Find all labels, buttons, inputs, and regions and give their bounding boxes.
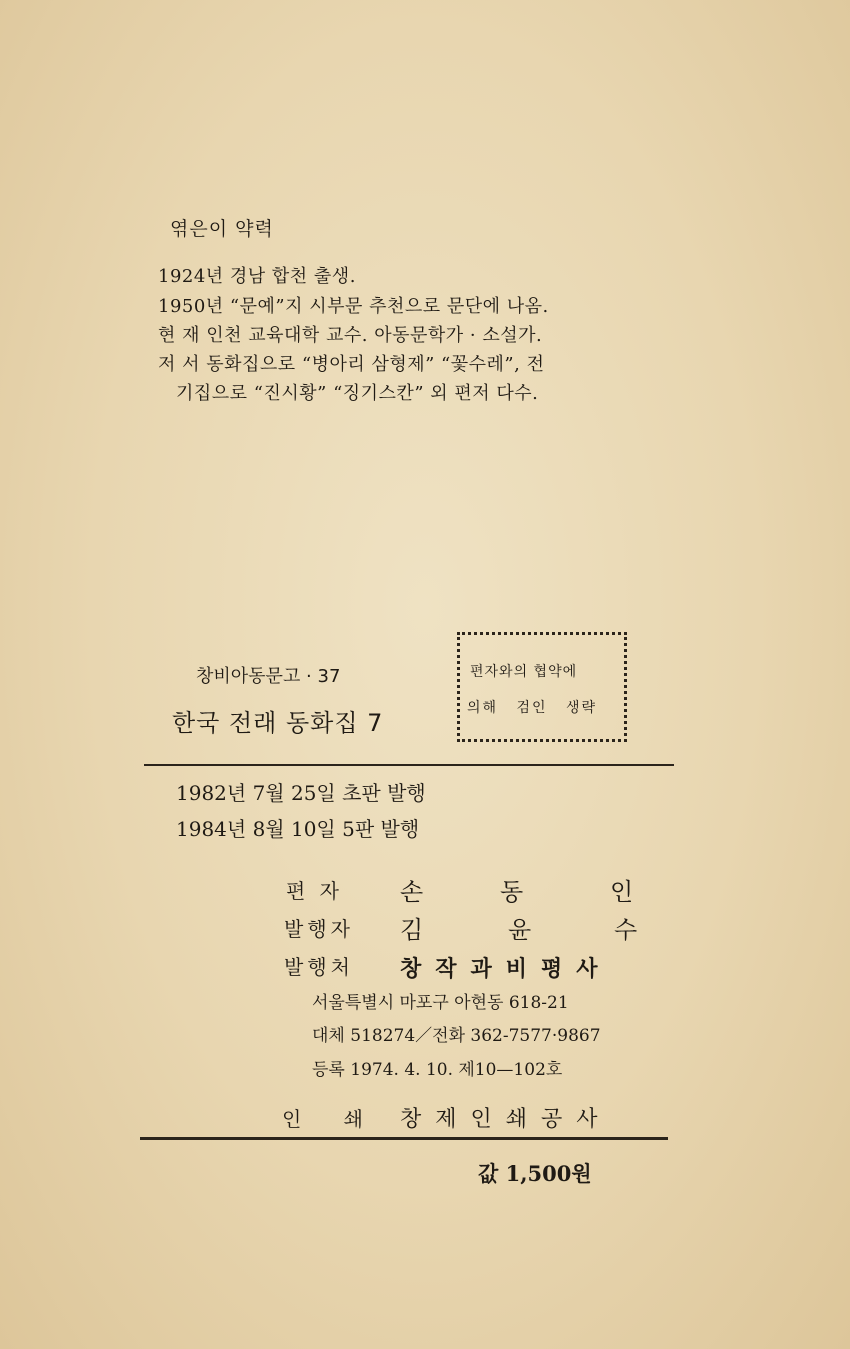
book-title: 한국 전래 동화집 7 — [172, 709, 384, 737]
editor-name-3: 인 — [610, 878, 634, 906]
registration-number: 등록 1974. 4. 10. 제10—102호 — [312, 1060, 563, 1080]
approval-stamp-box — [457, 632, 627, 742]
fifth-edition-date: 1984년 8월 10일 5판 발행 — [176, 817, 420, 841]
bio-line-current: 현 재 인천 교육대학 교수. 아동문학가 · 소설가. — [158, 325, 543, 346]
series-name: 창비아동문고 · 37 — [196, 666, 341, 687]
publisher-name-1: 김 — [400, 916, 424, 944]
bio-line-debut: 1950년 “문예”지 시부문 추천으로 문단에 나옴. — [158, 296, 549, 317]
first-edition-date: 1982년 7월 25일 초판 발행 — [176, 781, 426, 805]
publishing-house-name: 창작과비평사 — [400, 957, 612, 982]
editor-name-1: 손 — [400, 878, 424, 906]
stamp-text-line2: 의해 검인 생략 — [467, 700, 598, 716]
stamp-text-line1: 편자와의 협약에 — [470, 664, 578, 680]
publisher-phone: 대체 518274／전화 362-7577·9867 — [312, 1026, 601, 1046]
publisher-name-2: 윤 — [508, 916, 532, 944]
editor-name-2: 동 — [500, 878, 524, 906]
bio-line-birth: 1924년 경남 합천 출생. — [158, 266, 356, 287]
printer-name: 창제인쇄공사 — [400, 1107, 612, 1132]
printer-label: 인 쇄 — [282, 1107, 381, 1131]
price: 값 1,500원 — [478, 1161, 592, 1186]
divider-bottom — [140, 1137, 668, 1140]
publisher-name-3: 수 — [614, 916, 638, 944]
divider-top — [144, 764, 674, 766]
publisher-address: 서울특별시 마포구 아현동 618-21 — [312, 993, 569, 1013]
editor-label: 편 자 — [286, 879, 343, 903]
bio-line-works: 저 서 동화집으로 “병아리 삼형제” “꽃수레”, 전 — [158, 354, 545, 375]
publishing-house-label: 발행처 — [284, 955, 354, 979]
author-bio-title: 엮은이 약력 — [170, 218, 274, 240]
publisher-label: 발행자 — [284, 917, 354, 941]
bio-line-works-cont: 기집으로 “진시황” “징기스칸” 외 편저 다수. — [176, 383, 539, 404]
